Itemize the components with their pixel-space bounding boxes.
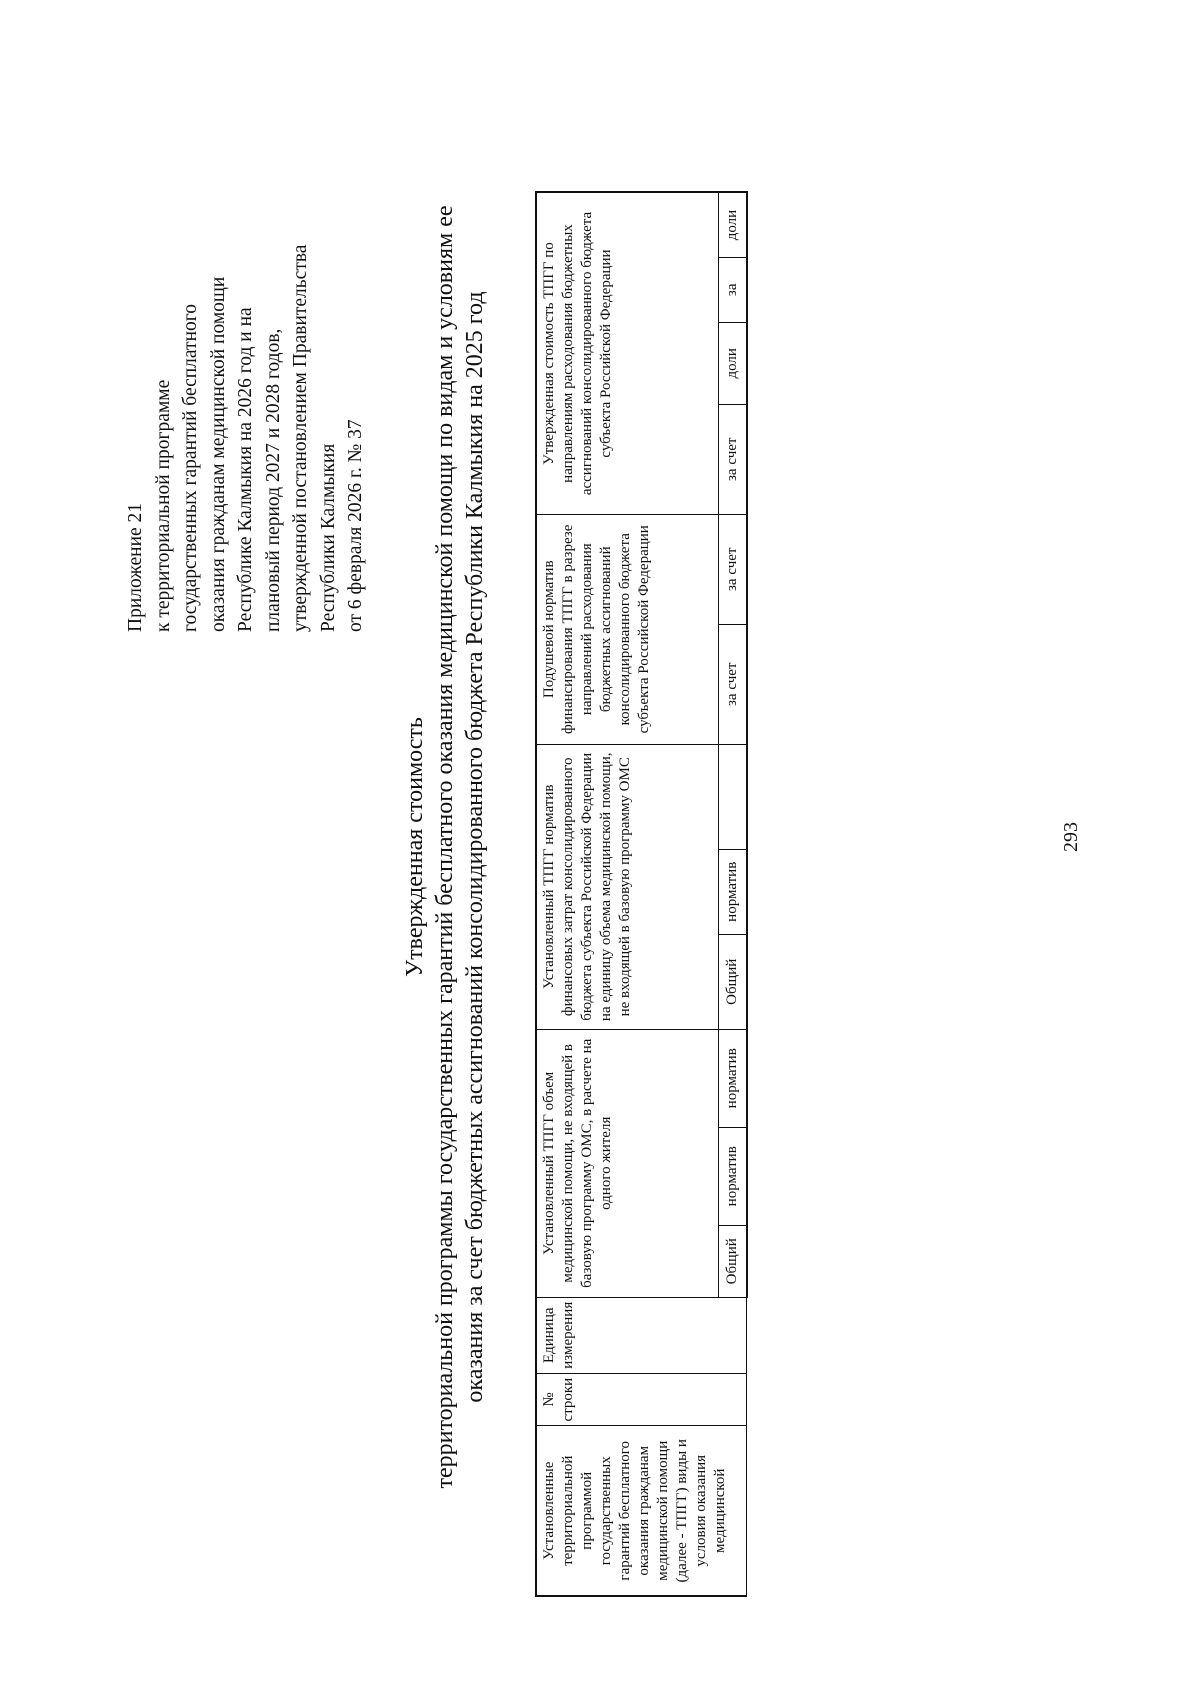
appendix-line: плановый период 2027 и 2028 годов, <box>262 328 284 632</box>
subheader-cell: норматив <box>718 1127 747 1225</box>
appendix-line: к территориальной программе <box>152 379 174 632</box>
title-line-1: Утвержденная стоимость <box>402 717 428 977</box>
header-row-number: № строки <box>536 1373 747 1426</box>
subheader-cell: за счет <box>718 624 747 744</box>
subheader-cell <box>718 744 747 849</box>
appendix-line: от 6 февраля 2026 г. № 37 <box>345 419 366 632</box>
header-per-capita-standard: Подушевой норматив финансирования ТПГГ в разрезе направлений расходования бюджетных ассигнований консолидированного бюджета субъекта Российской Федерации <box>536 514 718 744</box>
subheader-cell: норматив <box>718 1029 747 1127</box>
subheader-cell: за <box>718 257 747 322</box>
cost-table <box>535 191 748 1597</box>
subheader-cell: за счет <box>718 404 747 514</box>
subheader-cell: за счет <box>718 514 747 624</box>
subheader-cell: Общий <box>718 934 747 1029</box>
document-title <box>400 37 490 1657</box>
subheader-cell: доли <box>718 322 747 404</box>
appendix-line: Приложение 21 <box>125 502 146 632</box>
title-line-2: территориальной программы государственных гарантий бесплатного оказания медицинской помощи по видам и условиям ее <box>432 205 458 1489</box>
appendix-line: утвержденной постановлением Правительства <box>290 244 311 632</box>
appendix-line: оказания гражданам медицинской помощи <box>207 276 229 632</box>
subheader-cell: Общий <box>718 1225 747 1297</box>
appendix-note <box>122 112 370 632</box>
appendix-line: государственных гарантий бесплатного <box>180 303 201 632</box>
header-unit: Единица измерения <box>536 1297 747 1373</box>
title-line-3: оказания за счет бюджетных ассигнований консолидированного бюджета Республики Калмыкия на 2025 год <box>462 291 488 1403</box>
appendix-line: Республики Калмыкия <box>317 443 339 632</box>
subheader-cell: норматив <box>718 849 747 934</box>
page-number: 293 <box>1060 822 1082 852</box>
subheader-cell: доли <box>718 192 747 257</box>
header-care-types: Установленные территориальной программой государственных гарантий бесплатного оказания гражданам медицинской помощи (далее - ТПГГ) виды и условия оказания медицинской <box>536 1426 747 1596</box>
header-cost-standard: Установленный ТПГГ норматив финансовых затрат консолидированного бюджета субъекта Российской Федерации на единицу объема медицинской помощи, не входящей в базовую программу ОМС <box>536 744 718 1029</box>
header-volume-per-capita: Установленный ТПГГ объем медицинской помощи, не входящей в базовую программу ОМС, в расчете на одного жителя <box>536 1029 718 1297</box>
header-approved-cost: Утвержденная стоимость ТПГГ по направлениям расходования бюджетных ассигнований консолидированного бюджета субъекта Российской Федерации <box>536 192 718 514</box>
appendix-line: Республике Калмыкия на 2026 год и на <box>235 307 256 632</box>
